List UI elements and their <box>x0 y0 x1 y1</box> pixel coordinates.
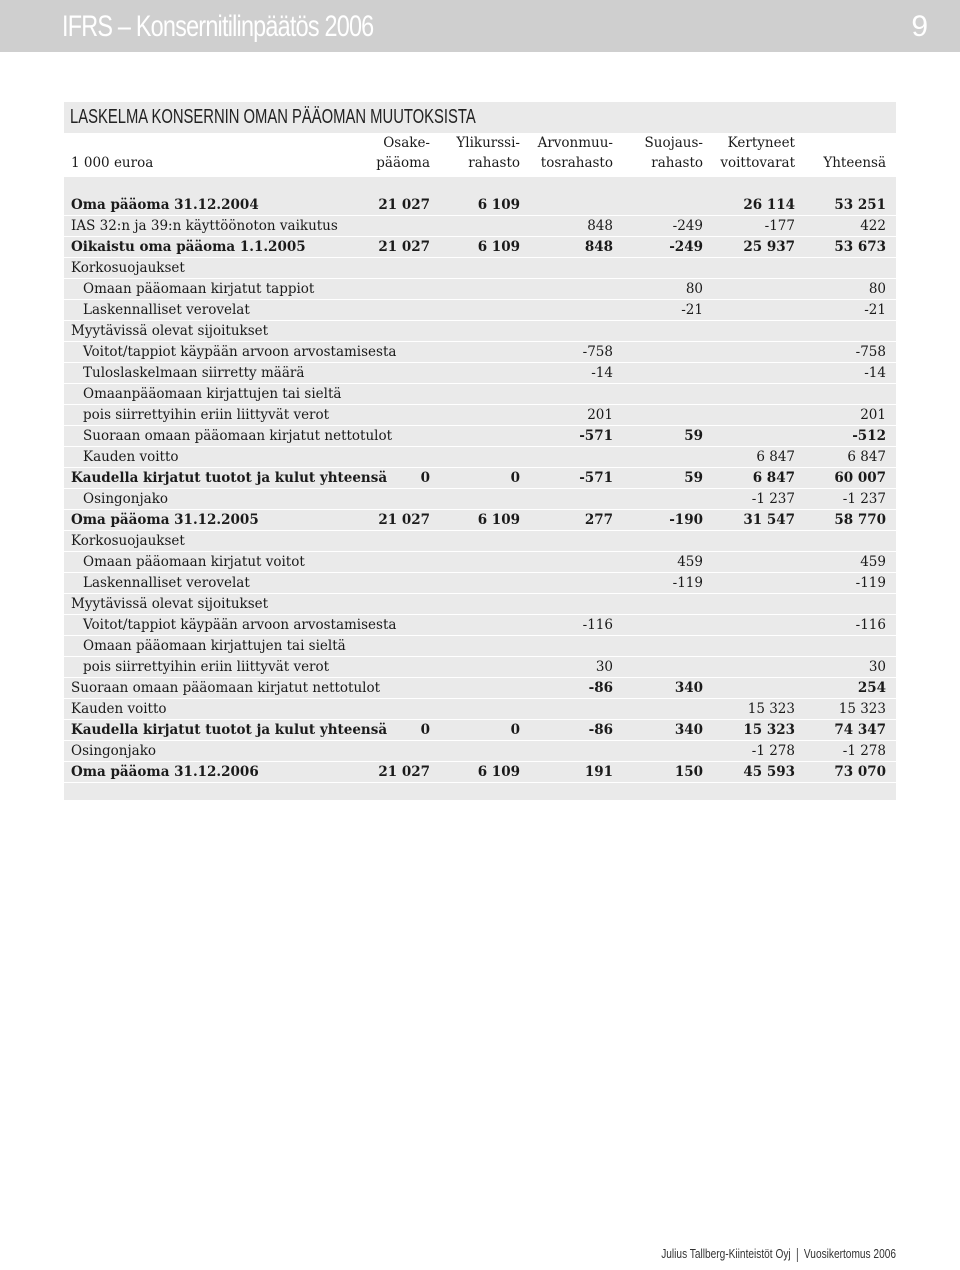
cell-c6: -14 <box>864 365 886 381</box>
cell-c3: 30 <box>595 659 613 675</box>
cell-c6: -512 <box>852 428 886 444</box>
cell-c3: -86 <box>588 680 613 696</box>
row-label: Myytävissä olevat sijoitukset <box>71 323 269 339</box>
col-header-osakepaaoma-1: Osake- <box>383 135 430 151</box>
column-header <box>64 133 896 177</box>
row-label: Oma pääoma 31.12.2004 <box>71 197 259 213</box>
footer <box>661 1246 896 1262</box>
cell-c2: 6 109 <box>477 512 520 528</box>
table-row <box>64 636 896 657</box>
cell-c5: 6 847 <box>756 449 795 465</box>
table-row <box>64 741 896 762</box>
section-title: LASKELMA KONSERNIN OMAN PÄÄOMAN MUUTOKSISTA <box>70 106 476 128</box>
col-header-suojausrahasto-2: rahasto <box>651 155 703 171</box>
table-row <box>64 657 896 678</box>
cell-c4: 80 <box>685 281 703 297</box>
row-label: Kauden voitto <box>71 701 167 717</box>
cell-c3: 848 <box>587 218 613 234</box>
row-label: Omaan pääomaan kirjatut voitot <box>83 554 305 570</box>
table-row <box>64 216 896 237</box>
page-title: IFRS – Konsernitilinpäätös 2006 <box>62 10 374 43</box>
cell-c6: -116 <box>855 617 886 633</box>
col-header-suojausrahasto-1: Suojaus- <box>644 135 703 151</box>
row-label: Kauden voitto <box>83 449 179 465</box>
row-label: Suoraan omaan pääomaan kirjatut nettotulot <box>71 680 381 696</box>
table-row <box>64 258 896 279</box>
row-label: Tuloslaskelmaan siirretty määrä <box>83 365 305 381</box>
table-row <box>64 573 896 594</box>
row-label: pois siirrettyihin eriin liittyvät verot <box>83 659 330 675</box>
table-row <box>64 363 896 384</box>
table-row <box>64 594 896 615</box>
cell-c3: -571 <box>579 470 613 486</box>
col-header-ylikurssirahasto-1: Ylikurssi- <box>456 135 520 151</box>
row-label: Korkosuojaukset <box>71 260 185 276</box>
table-row <box>64 237 896 258</box>
cell-c4: -249 <box>672 218 703 234</box>
cell-c6: 53 251 <box>834 197 886 213</box>
cell-c6: 73 070 <box>834 764 886 780</box>
cell-c3: -86 <box>588 722 613 738</box>
row-label: pois siirrettyihin eriin liittyvät verot <box>83 407 330 423</box>
cell-c5: 31 547 <box>743 512 795 528</box>
cell-c6: 30 <box>868 659 886 675</box>
row-label: IAS 32:n ja 39:n käyttöönoton vaikutus <box>71 218 338 234</box>
cell-c2: 0 <box>510 722 520 738</box>
row-label: Laskennalliset verovelat <box>83 575 250 591</box>
table-row <box>64 531 896 552</box>
row-label: Laskennalliset verovelat <box>83 302 250 318</box>
table-row <box>64 342 896 363</box>
cell-c4: 59 <box>684 428 703 444</box>
col-header-voittovarat-2: voittovarat <box>720 155 795 171</box>
row-label: Omaanpääomaan kirjattujen tai sieltä <box>83 386 342 402</box>
row-label: Voitot/tappiot käypään arvoon arvostamisesta <box>83 344 397 360</box>
cell-c5: 15 323 <box>747 701 795 717</box>
col-header-arvonmuutosrahasto-2: tosrahasto <box>540 155 613 171</box>
cell-c6: -1 237 <box>842 491 886 507</box>
row-label: Suoraan omaan pääomaan kirjatut nettotulot <box>83 428 393 444</box>
cell-c1: 21 027 <box>378 197 430 213</box>
table-row <box>64 699 896 720</box>
cell-c1: 21 027 <box>378 512 430 528</box>
cell-c2: 6 109 <box>477 239 520 255</box>
cell-c5: 26 114 <box>743 197 795 213</box>
header-band <box>0 0 960 52</box>
cell-c6: 201 <box>860 407 886 423</box>
table-row <box>64 279 896 300</box>
row-label: Kaudella kirjatut tuotot ja kulut yhteensä <box>71 470 388 486</box>
cell-c1: 21 027 <box>378 764 430 780</box>
table-row <box>64 510 896 531</box>
cell-c3: -116 <box>582 617 613 633</box>
row-label: Myytävissä olevat sijoitukset <box>71 596 269 612</box>
cell-c2: 6 109 <box>477 764 520 780</box>
cell-c6: -21 <box>864 302 886 318</box>
row-label: Osingonjako <box>71 743 157 759</box>
row-label: Omaan pääomaan kirjatut tappiot <box>83 281 315 297</box>
cell-c6: 422 <box>860 218 886 234</box>
cell-c6: -1 278 <box>842 743 886 759</box>
cell-c6: 58 770 <box>834 512 886 528</box>
row-label: Korkosuojaukset <box>71 533 185 549</box>
cell-c4: -119 <box>672 575 703 591</box>
table-row <box>64 720 896 741</box>
table-row <box>64 762 896 783</box>
row-label: Osingonjako <box>83 491 169 507</box>
cell-c6: 80 <box>868 281 886 297</box>
cell-c5: -1 278 <box>751 743 795 759</box>
cell-c3: 191 <box>584 764 613 780</box>
col-header-voittovarat-1: Kertyneet <box>727 135 795 151</box>
table-row <box>64 447 896 468</box>
table-row <box>64 678 896 699</box>
table-row <box>64 195 896 216</box>
cell-c5: 45 593 <box>743 764 795 780</box>
cell-c2: 6 109 <box>477 197 520 213</box>
cell-c6: 74 347 <box>834 722 886 738</box>
col-header-ylikurssirahasto-2: rahasto <box>468 155 520 171</box>
col-header-label: 1 000 euroa <box>71 155 154 171</box>
row-label: Voitot/tappiot käypään arvoon arvostamisesta <box>83 617 397 633</box>
col-header-yhteensa: Yhteensä <box>823 155 886 171</box>
table-row <box>64 321 896 342</box>
table-row <box>64 489 896 510</box>
cell-c1: 21 027 <box>378 239 430 255</box>
cell-c5: -177 <box>764 218 795 234</box>
cell-c3: -14 <box>591 365 613 381</box>
cell-c6: -758 <box>855 344 886 360</box>
footer-report: Vuosikertomus 2006 <box>803 1246 896 1262</box>
row-label: Oma pääoma 31.12.2006 <box>71 764 259 780</box>
row-label: Oikaistu oma pääoma 1.1.2005 <box>71 239 306 255</box>
cell-c3: 848 <box>584 239 613 255</box>
cell-c6: 254 <box>857 680 886 696</box>
row-label: Kaudella kirjatut tuotot ja kulut yhteensä <box>71 722 388 738</box>
col-header-osakepaaoma-2: pääoma <box>376 155 430 171</box>
cell-c2: 0 <box>510 470 520 486</box>
cell-c6: 459 <box>860 554 886 570</box>
cell-c4: 459 <box>677 554 703 570</box>
cell-c4: -21 <box>681 302 703 318</box>
table-row <box>64 552 896 573</box>
cell-c4: 340 <box>674 680 703 696</box>
row-label: Oma pääoma 31.12.2005 <box>71 512 259 528</box>
cell-c1: 0 <box>420 470 430 486</box>
cell-c3: 277 <box>584 512 613 528</box>
cell-c4: 340 <box>674 722 703 738</box>
cell-c5: 15 323 <box>743 722 795 738</box>
footer-company: Julius Tallberg-Kiinteistöt Oyj <box>661 1246 791 1262</box>
table-row <box>64 615 896 636</box>
cell-c3: 201 <box>587 407 613 423</box>
cell-c6: 53 673 <box>834 239 886 255</box>
row-label: Omaan pääomaan kirjattujen tai sieltä <box>83 638 346 654</box>
cell-c5: -1 237 <box>751 491 795 507</box>
cell-c6: 15 323 <box>838 701 886 717</box>
cell-c1: 0 <box>420 722 430 738</box>
cell-c4: 150 <box>674 764 703 780</box>
cell-c6: 6 847 <box>847 449 886 465</box>
col-header-arvonmuutosrahasto-1: Arvonmuu- <box>537 135 613 151</box>
cell-c3: -571 <box>579 428 613 444</box>
cell-c4: -190 <box>669 512 703 528</box>
table-row <box>64 426 896 447</box>
cell-c6: -119 <box>855 575 886 591</box>
cell-c5: 6 847 <box>752 470 795 486</box>
table-row <box>64 384 896 405</box>
table-row <box>64 468 896 489</box>
cell-c3: -758 <box>582 344 613 360</box>
page-number: 9 <box>911 10 928 43</box>
table-row <box>64 300 896 321</box>
equity-changes-table <box>64 195 896 783</box>
cell-c5: 25 937 <box>743 239 795 255</box>
footer-separator <box>797 1248 798 1262</box>
cell-c4: 59 <box>684 470 703 486</box>
table-row <box>64 405 896 426</box>
cell-c6: 60 007 <box>834 470 886 486</box>
cell-c4: -249 <box>669 239 703 255</box>
